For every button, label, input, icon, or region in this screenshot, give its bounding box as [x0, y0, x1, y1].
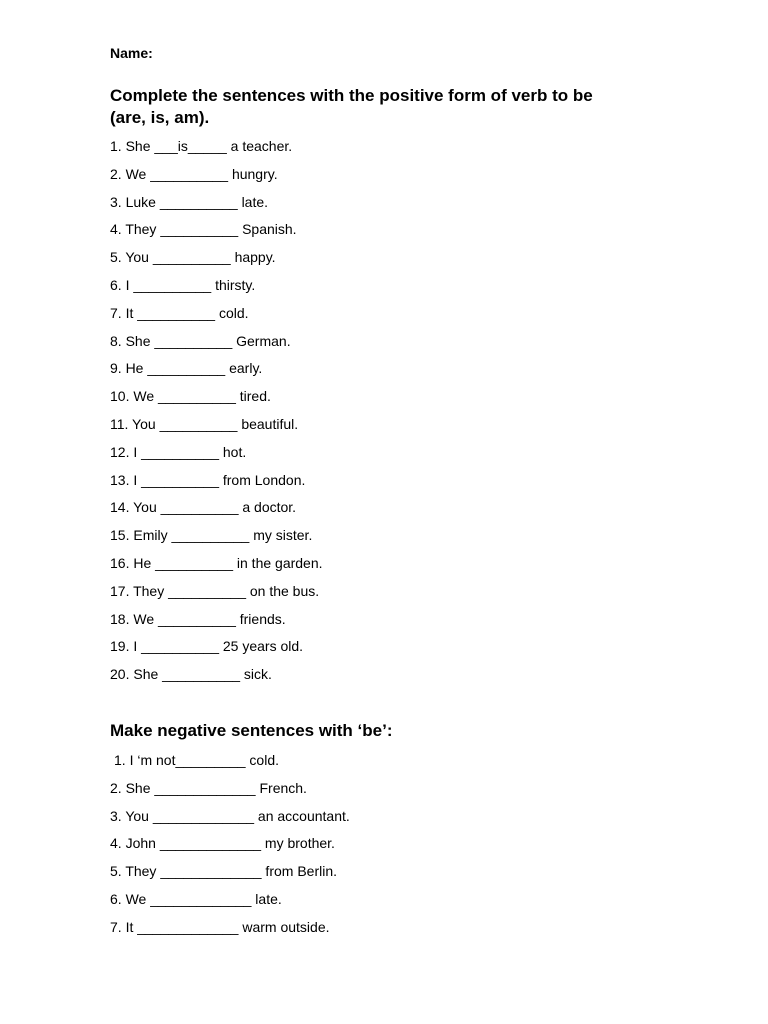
list-item: 1. She ___is_____ a teacher.: [110, 138, 293, 154]
list-item: 5. They _____________ from Berlin.: [110, 863, 338, 880]
list-item: 12. I __________ hot.: [110, 443, 247, 460]
section2-heading: Make negative sentences with ‘be’:: [110, 721, 393, 740]
list-item: 3. You _____________ an accountant.: [110, 807, 350, 824]
list-item: 11. You __________ beautiful.: [110, 415, 299, 432]
list-item: 16. He __________ in the garden.: [110, 554, 323, 571]
list-item: 6. I __________ thirsty.: [110, 276, 256, 293]
name-label: Name:: [110, 45, 153, 61]
list-item: 20. She __________ sick.: [110, 666, 272, 683]
section1-heading: [110, 85, 593, 129]
list-item: 2. We __________ hungry.: [110, 165, 278, 182]
list-item: 1. I ‘m not_________ cold.: [114, 752, 280, 768]
list-item: 19. I __________ 25 years old.: [110, 638, 304, 655]
list-item: 9. He __________ early.: [110, 360, 263, 377]
list-item: 2. She _____________ French.: [110, 779, 307, 796]
list-item: 3. Luke __________ late.: [110, 193, 269, 210]
list-item: 7. It _____________ warm outside.: [110, 918, 330, 935]
list-item: 10. We __________ tired.: [110, 388, 271, 405]
list-item: 7. It __________ cold.: [110, 304, 249, 321]
section1-heading-line1: Complete the sentences with the positive form of verb to be: [110, 86, 593, 105]
list-item: 4. They __________ Spanish.: [110, 221, 297, 238]
positive-sentences-list: [110, 136, 323, 692]
list-item: 6. We _____________ late.: [110, 890, 282, 907]
list-item: 5. You __________ happy.: [110, 249, 276, 266]
list-item: 14. You __________ a doctor.: [110, 499, 297, 516]
list-item: 4. John _____________ my brother.: [110, 835, 335, 852]
list-item: 17. They __________ on the bus.: [110, 582, 320, 599]
list-item: 18. We __________ friends.: [110, 610, 286, 627]
list-item: 8. She __________ German.: [110, 332, 291, 349]
list-item: 15. Emily __________ my sister.: [110, 527, 313, 544]
list-item: 13. I __________ from London.: [110, 471, 306, 488]
negative-sentences-list: [110, 750, 350, 945]
section1-heading-line2: (are, is, am).: [110, 108, 210, 127]
